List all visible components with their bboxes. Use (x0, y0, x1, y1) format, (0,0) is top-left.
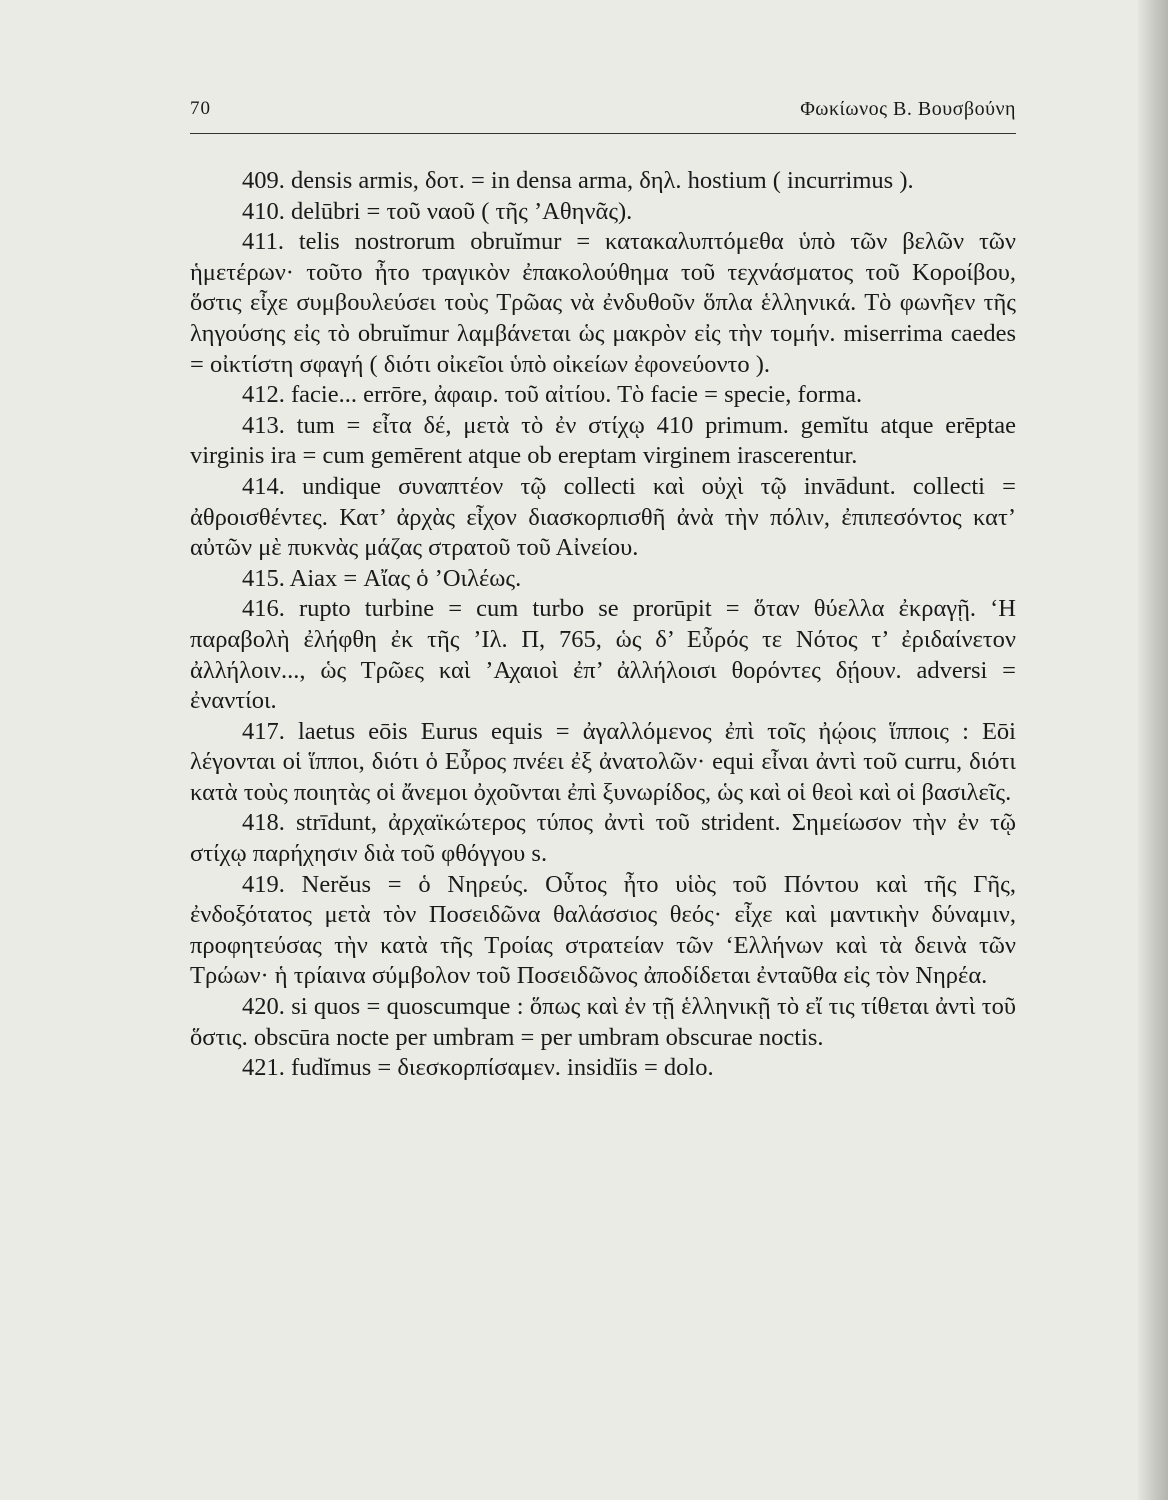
note-409: 409. densis armis, δοτ. = in densa arma, δηλ. hostium ( incurrimus ). (242, 167, 914, 194)
page-number: 70 (190, 98, 211, 119)
note-416: 416. rupto turbine = cum turbo se prorūpit = ὅταν θύελλα ἐκραγῇ. ‘Η παραβολὴ ἐλήφθη ἐκ τῆς ’Ιλ. Π, 765, ὡς δ’ Εὖρός τε Νότος τ’ ἐριδαίνετον ἀλλήλοιν..., ὡς Τρῶες καὶ ’Αχαιοὶ ἐπ’ ἀλλήλοισι θορόντες δῄουν. adversi = ἐναντίοι. (190, 595, 1016, 715)
page-edge-shadow (1138, 0, 1168, 1500)
header-rule (190, 133, 1016, 134)
note-414: 414. undique συναπτέον τῷ collecti καὶ οὐχὶ τῷ invādunt. collecti = ἀθροισθέντες. Κατ’ ἀρχὰς εἶχον διασκορπισθῆ ἀνὰ τὴν πόλιν, ἐπιπεσόντος κατ’ αὐτῶν μὲ πυκνὰς μάζας στρατοῦ τοῦ Αἰνείου. (190, 472, 1016, 562)
note-411: 411. telis nostrorum obruĭmur = κατακαλυπτόμεθα ὑπὸ τῶν βελῶν τῶν ἡμετέρων· τοῦτο ἦτο τραγικὸν ἐπακολούθημα τοῦ τεχνάσματος τοῦ Κοροίβου, ὅστις εἶχε συμβουλεύσει τοὺς Τρῶας νὰ ἐνδυθοῦν ὅπλα ἑλληνικά. Τὸ φωνῆεν τῆς ληγούσης εἰς τὸ obruĭmur λαμβάνεται ὡς μακρὸν εἰς τὴν τομήν. miserrima caedes = οἰκτίστη σφαγή ( διότι οἰκεῖοι ὑπὸ οἰκείων ἐφονεύοντο ). (190, 228, 1016, 378)
note-418: 418. strīdunt, ἀρχαϊκώτερος τύπος ἀντὶ τοῦ strident. Σημείωσον τὴν ἐν τῷ στίχῳ παρήχησιν διὰ τοῦ φθόγγου s. (190, 809, 1016, 868)
note-413: 413. tum = εἶτα δέ, μετὰ τὸ ἐν στίχῳ 410 primum. gemĭtu atque erēptae virginis ira = cum gemērent atque ob ereptam virginem irascerentur. (190, 411, 1016, 470)
note-412: 412. facie... errōre, ἀφαιρ. τοῦ αἰτίου. Τὸ facie = specie, forma. (242, 381, 863, 409)
commentary-notes (190, 166, 1016, 1084)
note-421: 421. fudĭmus = διεσκορπίσαμεν. insidĭis = dolo. (242, 1054, 714, 1082)
note-415: 415. Aiax = Αἴας ὁ ’Οιλέως. (242, 564, 522, 592)
note-420: 420. si quos = quoscumque : ὅπως καὶ ἐν τῇ ἑλληνικῇ τὸ εἴ τις τίθεται ἀντὶ τοῦ ὅστις. obscūra nocte per umbram = per umbram obscurae noctis. (190, 993, 1016, 1051)
note-417: 417. laetus eōis Eurus equis = ἀγαλλόμενος ἐπὶ τοῖς ἠῴοις ἵπποις : Eōi λέγονται οἱ ἵπποι, διότι ὁ Εὖρος πνέει ἐξ ἀνατολῶν· equi εἶναι ἀντὶ τοῦ curru, διότι κατὰ τοὺς ποιητὰς οἱ ἄνεμοι ὀχοῦνται ἐπὶ ξυνωρίδος, ὡς καὶ οἱ θεοὶ καὶ οἱ βασιλεῖς. (190, 717, 1016, 806)
running-header (190, 98, 1016, 128)
note-410: 410. delūbri = τοῦ ναοῦ ( τῆς ’Αθηνᾶς). (242, 197, 633, 225)
running-title: Φωκίωνος Β. Βουσβούνη (800, 98, 1016, 120)
note-419: 419. Nerĕus = ὁ Νηρεύς. Οὗτος ἦτο υἱὸς τοῦ Πόντου καὶ τῆς Γῆς, ἐνδοξότατος μετὰ τὸν Ποσειδῶνα θαλάσσιος θεός· εἶχε καὶ μαντικὴν δύναμιν, προφητεύσας τὴν κατὰ τῆς Τροίας στρατείαν τῶν ‘Ελλήνων καὶ τὰ δεινὰ τῶν Τρώων· ἡ τρίαινα σύμβολον τοῦ Ποσειδῶνος ἀποδίδεται ἐνταῦθα εἰς τὸν Νηρέα. (190, 870, 1016, 990)
